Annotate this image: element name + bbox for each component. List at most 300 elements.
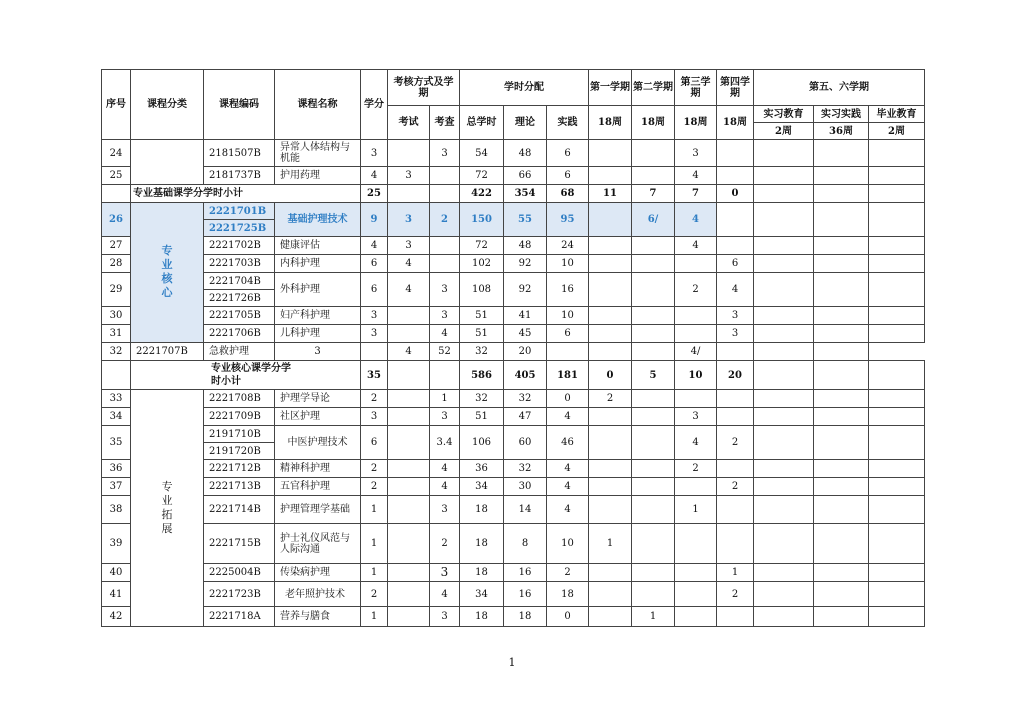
sem1 xyxy=(589,460,632,478)
check: 2 xyxy=(430,524,460,564)
exam xyxy=(388,325,430,343)
course-code: 2221707B xyxy=(131,343,204,361)
credit: 3 xyxy=(361,307,388,325)
check: 2 xyxy=(430,203,460,237)
check: 3 xyxy=(430,273,460,307)
sem2 xyxy=(632,460,675,478)
practice-hours: 6 xyxy=(547,167,589,185)
sem2 xyxy=(632,408,675,426)
sem1 xyxy=(589,564,632,582)
course-name: 健康评估 xyxy=(275,237,361,255)
total-hours: 32 xyxy=(460,390,504,408)
credit: 3 xyxy=(361,325,388,343)
check: 4 xyxy=(430,460,460,478)
check: 4 xyxy=(430,582,460,607)
course-name: 护士礼仪风范与人际沟通 xyxy=(275,524,361,564)
sem4 xyxy=(717,203,754,237)
course-name: 传染病护理 xyxy=(275,564,361,582)
check: 3.4 xyxy=(430,426,460,460)
credit: 1 xyxy=(361,496,388,524)
page-number: 1 xyxy=(508,656,516,669)
total-hours: 51 xyxy=(460,408,504,426)
sem1 xyxy=(589,255,632,273)
check: 3 xyxy=(430,607,460,627)
subtotal-credit: 35 xyxy=(361,361,388,390)
table-row xyxy=(102,167,925,185)
header-sem2-weeks: 18周 xyxy=(632,106,675,140)
row-number: 33 xyxy=(102,390,131,408)
subtotal-practice: 181 xyxy=(547,361,589,390)
table-row xyxy=(102,255,925,273)
header-theory: 理论 xyxy=(504,106,547,140)
course-code: 2225004B xyxy=(204,564,275,582)
sem2 xyxy=(632,426,675,460)
course-code: 2221725B xyxy=(204,220,275,237)
sem2 xyxy=(632,307,675,325)
subtotal-sem4: 0 xyxy=(717,185,754,203)
row-number: 26 xyxy=(102,203,131,237)
check: 4 xyxy=(388,343,430,361)
sem2 xyxy=(632,478,675,496)
course-code: 2221709B xyxy=(204,408,275,426)
sem3 xyxy=(675,524,717,564)
header-sem1: 第一学期 xyxy=(589,70,632,106)
check xyxy=(430,167,460,185)
sem2 xyxy=(632,325,675,343)
sem4 xyxy=(717,496,754,524)
theory-hours: 32 xyxy=(460,343,504,361)
header-sem56: 第五、六学期 xyxy=(754,70,925,106)
course-code: 2221701B xyxy=(204,203,275,220)
header-practice: 实践 xyxy=(547,106,589,140)
course-code: 2221715B xyxy=(204,524,275,564)
subtotal-total: 586 xyxy=(460,361,504,390)
table-row xyxy=(102,496,925,524)
sem1 xyxy=(589,325,632,343)
row-number: 40 xyxy=(102,564,131,582)
course-name: 精神科护理 xyxy=(275,460,361,478)
curriculum-table xyxy=(101,69,925,627)
row-number: 27 xyxy=(102,237,131,255)
sem4 xyxy=(717,140,754,167)
sem3: 3 xyxy=(675,140,717,167)
exam xyxy=(388,460,430,478)
subtotal-label: 专业基础课学分学时小计 xyxy=(131,185,361,203)
sem4: 3 xyxy=(717,307,754,325)
course-code: 2181507B xyxy=(204,140,275,167)
table-row xyxy=(102,564,925,582)
theory-hours: 92 xyxy=(504,255,547,273)
course-code: 2191710B xyxy=(204,426,275,443)
row-number: 34 xyxy=(102,408,131,426)
credit: 2 xyxy=(361,460,388,478)
sem4 xyxy=(717,390,754,408)
total-hours: 51 xyxy=(460,325,504,343)
credit: 6 xyxy=(361,273,388,307)
subtotal-sem4: 20 xyxy=(717,361,754,390)
practice-hours: 10 xyxy=(547,255,589,273)
sem1: 2 xyxy=(589,390,632,408)
course-code: 2221703B xyxy=(204,255,275,273)
total-hours: 54 xyxy=(460,140,504,167)
total-hours: 102 xyxy=(460,255,504,273)
exam xyxy=(388,564,430,582)
course-code: 2221706B xyxy=(204,325,275,343)
practice-hours: 0 xyxy=(547,607,589,627)
total-hours: 36 xyxy=(460,460,504,478)
theory-hours: 47 xyxy=(504,408,547,426)
theory-hours: 16 xyxy=(504,564,547,582)
credit: 6 xyxy=(361,426,388,460)
sem3: 4 xyxy=(675,237,717,255)
practice-hours: 95 xyxy=(547,203,589,237)
header-total: 总学时 xyxy=(460,106,504,140)
course-code: 2221713B xyxy=(204,478,275,496)
practice-hours: 24 xyxy=(547,237,589,255)
course-code: 2221714B xyxy=(204,496,275,524)
total-hours: 72 xyxy=(460,167,504,185)
row-number: 35 xyxy=(102,426,131,460)
subtotal-sem3: 7 xyxy=(675,185,717,203)
total-hours: 106 xyxy=(460,426,504,460)
practice-hours: 6 xyxy=(547,140,589,167)
header-sem3-weeks: 18周 xyxy=(675,106,717,140)
course-code: 2221702B xyxy=(204,237,275,255)
total-hours: 51 xyxy=(460,307,504,325)
sem4 xyxy=(717,237,754,255)
table-row xyxy=(102,140,925,167)
table-row xyxy=(102,343,925,361)
sem4: 2 xyxy=(717,478,754,496)
sem2 xyxy=(632,524,675,564)
credit: 6 xyxy=(361,255,388,273)
sem3 xyxy=(675,607,717,627)
credit: 4 xyxy=(361,237,388,255)
sem4 xyxy=(717,460,754,478)
course-name: 护用药理 xyxy=(275,167,361,185)
table-row xyxy=(102,273,925,290)
exam: 4 xyxy=(388,273,430,307)
table-row xyxy=(102,408,925,426)
credit: 3 xyxy=(275,343,361,361)
course-name: 异常人体结构与机能 xyxy=(275,140,361,167)
subtotal-sem1: 11 xyxy=(589,185,632,203)
practice-hours: 10 xyxy=(547,524,589,564)
row-number: 28 xyxy=(102,255,131,273)
sem2 xyxy=(632,496,675,524)
header-check: 考查 xyxy=(430,106,460,140)
course-name: 内科护理 xyxy=(275,255,361,273)
sem3: 4 xyxy=(675,203,717,237)
course-code: 2221705B xyxy=(204,307,275,325)
practice-hours: 46 xyxy=(547,426,589,460)
exam: 3 xyxy=(388,237,430,255)
sem1 xyxy=(589,273,632,307)
total-hours: 72 xyxy=(460,237,504,255)
check xyxy=(430,237,460,255)
sem3: 4 xyxy=(675,426,717,460)
theory-hours: 55 xyxy=(504,203,547,237)
sem2: 1 xyxy=(632,607,675,627)
table-row xyxy=(102,237,925,255)
sem4 xyxy=(717,607,754,627)
header-sem3: 第三学期 xyxy=(675,70,717,106)
check: 3 xyxy=(430,496,460,524)
sem1 xyxy=(589,140,632,167)
table-row xyxy=(102,478,925,496)
theory-hours: 8 xyxy=(504,524,547,564)
total-hours: 18 xyxy=(460,564,504,582)
header-grad-edu-weeks: 2周 xyxy=(869,123,925,140)
category-ext-label: 专业拓展 xyxy=(161,479,173,535)
total-hours: 18 xyxy=(460,524,504,564)
row-number: 31 xyxy=(102,325,131,343)
check: 3 xyxy=(430,307,460,325)
theory-hours: 60 xyxy=(504,426,547,460)
sem2 xyxy=(632,390,675,408)
subtotal-sem3: 10 xyxy=(675,361,717,390)
check: 3 xyxy=(430,408,460,426)
course-name: 妇产科护理 xyxy=(275,307,361,325)
sem3: 2 xyxy=(675,460,717,478)
exam: 4 xyxy=(388,255,430,273)
exam xyxy=(361,343,388,361)
exam xyxy=(388,307,430,325)
course-code: 2221726B xyxy=(204,290,275,307)
sem1 xyxy=(589,167,632,185)
table-row xyxy=(102,307,925,325)
practice-hours: 4 xyxy=(547,408,589,426)
sem3 xyxy=(675,255,717,273)
course-name: 基础护理技术 xyxy=(275,203,361,237)
course-code: 2221718A xyxy=(204,607,275,627)
subtotal-sem2: 5 xyxy=(632,361,675,390)
header-category: 课程分类 xyxy=(131,70,204,140)
sem2 xyxy=(632,273,675,307)
row-number: 41 xyxy=(102,582,131,607)
subtotal-sem1: 0 xyxy=(589,361,632,390)
credit: 2 xyxy=(361,390,388,408)
subtotal-row-basic xyxy=(102,185,925,203)
practice-hours: 4 xyxy=(547,478,589,496)
header-sem4-weeks: 18周 xyxy=(717,106,754,140)
sem2 xyxy=(632,564,675,582)
sem3 xyxy=(675,582,717,607)
sem3: 3 xyxy=(675,408,717,426)
course-name: 老年照护技术 xyxy=(275,582,361,607)
sem3 xyxy=(675,307,717,325)
table-row xyxy=(102,460,925,478)
credit: 1 xyxy=(361,607,388,627)
credit: 4 xyxy=(361,167,388,185)
credit: 1 xyxy=(361,524,388,564)
header-hours-alloc: 学时分配 xyxy=(460,70,589,106)
sem3 xyxy=(632,343,675,361)
exam xyxy=(388,140,430,167)
header-intern-practice-weeks: 36周 xyxy=(814,123,869,140)
credit: 2 xyxy=(361,582,388,607)
course-name: 护理管理学基础 xyxy=(275,496,361,524)
category-ext xyxy=(131,390,204,627)
header-sem2: 第二学期 xyxy=(632,70,675,106)
row-number: 25 xyxy=(102,167,131,185)
sem2 xyxy=(589,343,632,361)
theory-hours: 92 xyxy=(504,273,547,307)
sem2: 6/ xyxy=(632,203,675,237)
total-hours: 150 xyxy=(460,203,504,237)
subtotal-theory: 405 xyxy=(504,361,547,390)
sem4: 2 xyxy=(717,426,754,460)
practice-hours: 6 xyxy=(547,325,589,343)
exam xyxy=(388,478,430,496)
header-grad-edu: 毕业教育 xyxy=(869,106,925,123)
theory-hours: 45 xyxy=(504,325,547,343)
sem1 xyxy=(589,426,632,460)
check: 3 xyxy=(430,140,460,167)
sem2 xyxy=(632,255,675,273)
category-core-label: 专业核心 xyxy=(161,244,173,299)
sem1 xyxy=(589,408,632,426)
subtotal-row-core xyxy=(102,361,925,390)
exam: 3 xyxy=(388,167,430,185)
table-row xyxy=(102,325,925,343)
sem1: 1 xyxy=(589,524,632,564)
check: 3 xyxy=(430,564,460,582)
sem1 xyxy=(547,343,589,361)
row-number: 38 xyxy=(102,496,131,524)
sem1 xyxy=(589,478,632,496)
subtotal-label: 专业核心课学分学时小计 xyxy=(131,361,361,390)
sem4 xyxy=(717,524,754,564)
row-number: 39 xyxy=(102,524,131,564)
sem1 xyxy=(589,582,632,607)
table-row xyxy=(102,390,925,408)
row-number: 32 xyxy=(102,343,131,361)
header-credit: 学分 xyxy=(361,70,388,140)
course-name: 五官科护理 xyxy=(275,478,361,496)
total-hours: 34 xyxy=(460,582,504,607)
check: 1 xyxy=(430,390,460,408)
theory-hours: 41 xyxy=(504,307,547,325)
subtotal-credit: 25 xyxy=(361,185,388,203)
subtotal-sem2: 7 xyxy=(632,185,675,203)
course-code: 2221708B xyxy=(204,390,275,408)
course-code: 2221704B xyxy=(204,273,275,290)
course-name: 儿科护理 xyxy=(275,325,361,343)
row-number: 29 xyxy=(102,273,131,307)
total-hours: 108 xyxy=(460,273,504,307)
sem1 xyxy=(589,607,632,627)
sem3 xyxy=(675,564,717,582)
sem4: 4/ xyxy=(675,343,717,361)
subtotal-total: 422 xyxy=(460,185,504,203)
sem4: 6 xyxy=(717,255,754,273)
category-core xyxy=(131,203,204,343)
exam xyxy=(388,408,430,426)
exam xyxy=(388,524,430,564)
course-code: 2181737B xyxy=(204,167,275,185)
check: 4 xyxy=(430,325,460,343)
course-code: 2191720B xyxy=(204,443,275,460)
practice-hours: 18 xyxy=(547,582,589,607)
category-basic xyxy=(131,140,204,185)
sem2 xyxy=(632,140,675,167)
sem1 xyxy=(589,496,632,524)
exam: 3 xyxy=(388,203,430,237)
sem4: 2 xyxy=(717,582,754,607)
table-row xyxy=(102,607,925,627)
total-hours: 34 xyxy=(460,478,504,496)
course-code: 2221712B xyxy=(204,460,275,478)
theory-hours: 48 xyxy=(504,140,547,167)
practice-hours: 4 xyxy=(547,460,589,478)
sem4 xyxy=(717,167,754,185)
credit: 2 xyxy=(361,478,388,496)
exam xyxy=(388,582,430,607)
exam xyxy=(388,426,430,460)
exam xyxy=(388,496,430,524)
header-intern-practice: 实习实践 xyxy=(814,106,869,123)
theory-hours: 32 xyxy=(504,390,547,408)
sem2 xyxy=(632,237,675,255)
course-name: 护理学导论 xyxy=(275,390,361,408)
credit: 1 xyxy=(361,564,388,582)
row-number: 24 xyxy=(102,140,131,167)
course-name: 急救护理 xyxy=(204,343,275,361)
sem3 xyxy=(675,390,717,408)
sem1 xyxy=(589,237,632,255)
sem4: 4 xyxy=(717,273,754,307)
sem3 xyxy=(675,325,717,343)
subtotal-theory: 354 xyxy=(504,185,547,203)
header-intern-edu: 实习教育 xyxy=(754,106,814,123)
header-intern-edu-weeks: 2周 xyxy=(754,123,814,140)
theory-hours: 48 xyxy=(504,237,547,255)
header-seq: 序号 xyxy=(102,70,131,140)
header-sem1-weeks: 18周 xyxy=(589,106,632,140)
practice-hours: 0 xyxy=(547,390,589,408)
header-sem4: 第四学期 xyxy=(717,70,754,106)
sem4: 3 xyxy=(717,325,754,343)
row-number: 42 xyxy=(102,607,131,627)
check xyxy=(430,255,460,273)
header-exam: 考试 xyxy=(388,106,430,140)
practice-hours: 16 xyxy=(547,273,589,307)
credit: 3 xyxy=(361,408,388,426)
total-hours: 52 xyxy=(430,343,460,361)
total-hours: 18 xyxy=(460,496,504,524)
row-number: 36 xyxy=(102,460,131,478)
sem2 xyxy=(632,582,675,607)
sem3: 4 xyxy=(675,167,717,185)
table-row xyxy=(102,426,925,443)
sem2 xyxy=(632,167,675,185)
check: 4 xyxy=(430,478,460,496)
course-name: 社区护理 xyxy=(275,408,361,426)
subtotal-practice: 68 xyxy=(547,185,589,203)
sem4: 1 xyxy=(717,564,754,582)
table-row xyxy=(102,524,925,564)
sem3 xyxy=(675,478,717,496)
course-code: 2221723B xyxy=(204,582,275,607)
sem1 xyxy=(589,203,632,237)
sem3: 1 xyxy=(675,496,717,524)
theory-hours: 18 xyxy=(504,607,547,627)
credit: 3 xyxy=(361,140,388,167)
course-name: 外科护理 xyxy=(275,273,361,307)
header-name: 课程名称 xyxy=(275,70,361,140)
table-row xyxy=(102,582,925,607)
